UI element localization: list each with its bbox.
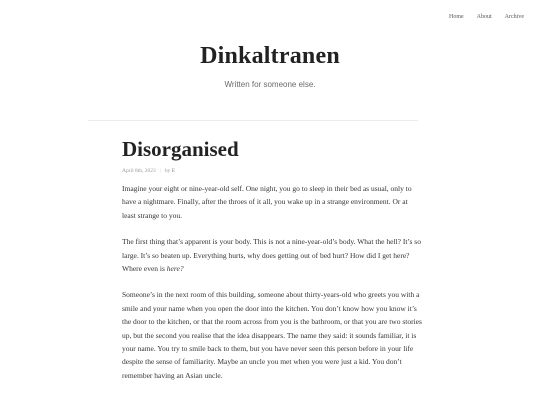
post-title[interactable]: Disorganised <box>122 137 239 161</box>
nav-archive-link[interactable]: Archive <box>504 14 524 20</box>
post-paragraph-1 <box>122 182 422 222</box>
header-divider <box>88 120 418 121</box>
post-date: April 8th, 2023 <box>122 168 156 174</box>
post-author-link[interactable]: E <box>171 168 176 174</box>
paragraph-italic: here? <box>166 264 184 274</box>
post-content <box>122 182 422 395</box>
paragraph-text: Someone’s in the next room of this building, someone about thirty-years-old who greets you with a smile and your name when you open the door into the kitchen. You don’t know how you know it’s the door to the kitchen, or that the room across from you is the bathroom, or that you are two stories up, but the second you realise that the idea disappears. The name they said: it sounds familiar, it is your name. You try to smile back to them, but you have never seen this person before in your life despite the sense of familiarity. Maybe an uncle you met when you were just a kid. You don’t remember having an Asian uncle. <box>122 290 422 380</box>
top-navigation <box>436 14 524 20</box>
nav-home-link[interactable]: Home <box>449 14 464 20</box>
meta-separator: | <box>159 168 161 174</box>
post-paragraph-3 <box>122 288 422 382</box>
paragraph-text: Imagine your eight or nine-year-old self. One night, you go to sleep in their bed as usual, only to have a nightmare. Finally, after the throes of it all, you wake up in a strange environment. Or at least strange to you. <box>122 184 412 220</box>
post-paragraph-2 <box>122 235 422 275</box>
post-by-label: by <box>164 168 171 174</box>
post-meta <box>122 168 175 174</box>
nav-about-link[interactable]: About <box>476 14 492 20</box>
site-tagline: Written for someone else. <box>224 80 316 89</box>
site-title[interactable]: Dinkaltranen <box>200 43 340 69</box>
paragraph-text: The first thing that’s apparent is your body. This is not a nine-year-old’s body. What the hell? It’s so large. It’s so beaten up. Everything hurts, why does getting out of bed hurt? How did I get here? Where even is <box>122 237 421 274</box>
